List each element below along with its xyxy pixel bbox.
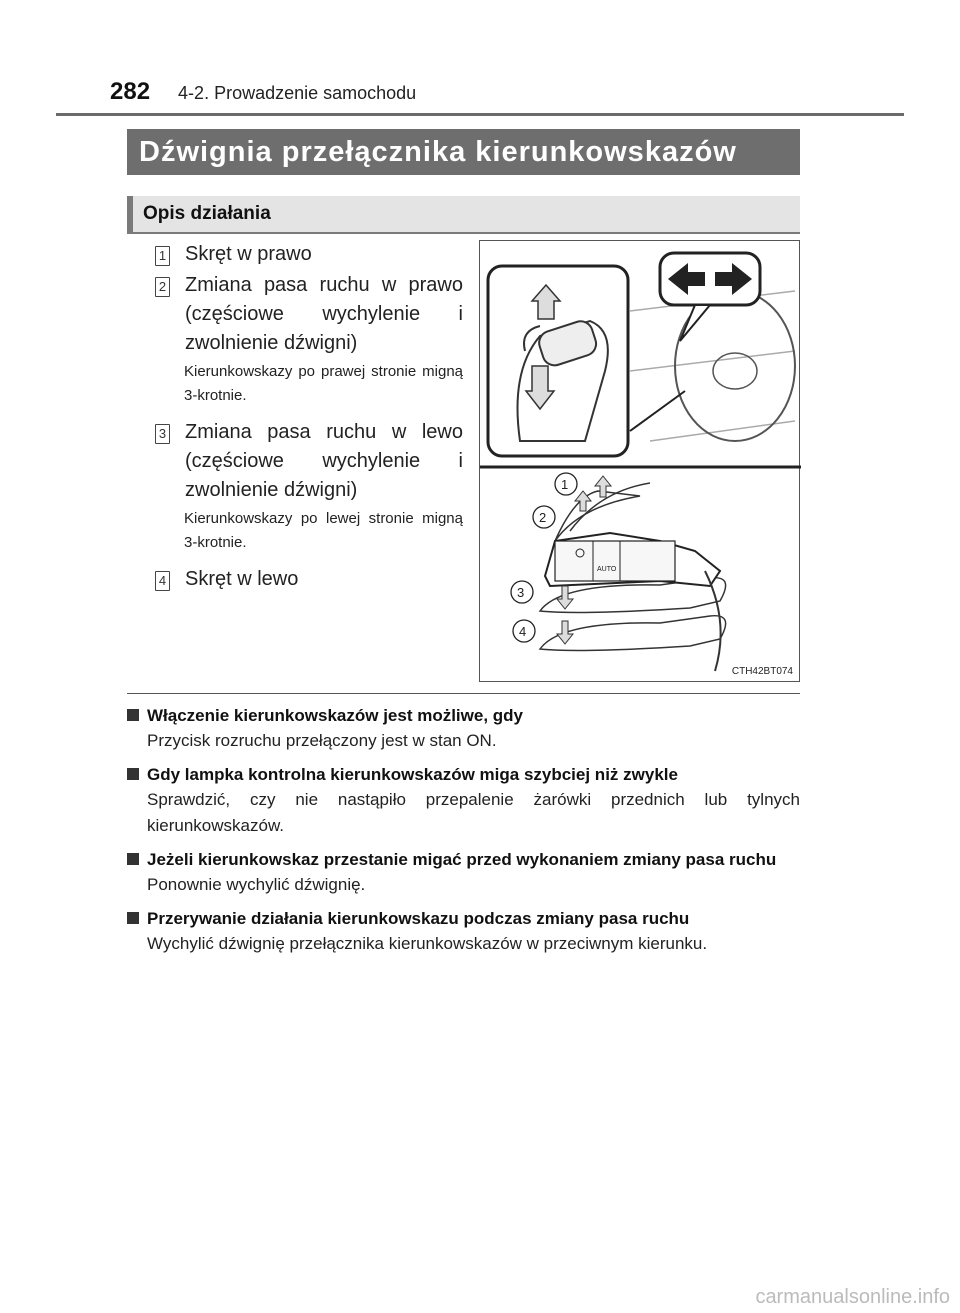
step-text: Zmiana pasa ruchu w prawo (częściowe wychylenie i zwolnienie dźwigni) [185, 274, 463, 354]
notes-list [127, 703, 800, 965]
step-item [155, 240, 463, 269]
square-bullet-icon [127, 709, 139, 721]
section-divider [127, 693, 800, 694]
step-number: 3 [155, 424, 170, 444]
note-item [127, 906, 800, 957]
note-body: Wychylić dźwignię przełącznika kierunkowskazów w przeciwnym kierunku. [147, 934, 708, 953]
callout-4: 4 [519, 624, 527, 639]
lever-label-auto: AUTO [597, 566, 617, 573]
square-bullet-icon [127, 912, 139, 924]
note-item [127, 762, 800, 839]
steps-list [155, 240, 463, 596]
page-number: 282 [110, 78, 151, 105]
step-number: 4 [155, 571, 170, 591]
lever-position-2 [555, 491, 640, 541]
step-text: Skręt w lewo [185, 568, 299, 590]
subtitle-divider [127, 232, 800, 234]
note-heading: Przerywanie działania kierunkowskazu podczas zmiany pasa ruchu [147, 909, 690, 928]
square-bullet-icon [127, 768, 139, 780]
header-divider [56, 113, 904, 116]
step-text: Skręt w prawo [185, 243, 312, 265]
callout-3: 3 [517, 585, 525, 600]
page-header [110, 78, 416, 106]
step-note: Kierunkowskazy po lewej stronie migną 3-krotnie. [184, 510, 463, 551]
section-title: 4-2. Prowadzenie samochodu [178, 83, 417, 103]
subtitle: Opis działania [143, 203, 271, 224]
step-text: Zmiana pasa ruchu w lewo (częściowe wychylenie i zwolnienie dźwigni) [185, 421, 463, 501]
callout-2: 2 [539, 510, 547, 525]
note-body: Sprawdzić, czy nie nastąpiło przepalenie żarówki przednich lub tylnych kierunkowskazów. [147, 790, 800, 835]
callout-1: 1 [561, 477, 569, 492]
note-item [127, 703, 800, 754]
step-number: 1 [155, 246, 170, 266]
watermark: carmanualsonline.info [755, 1286, 950, 1308]
step-number: 2 [155, 277, 170, 297]
subtitle-bar [127, 196, 800, 232]
square-bullet-icon [127, 853, 139, 865]
note-heading: Włączenie kierunkowskazów jest możliwe, gdy [147, 706, 524, 725]
page-title: Dźwignia przełącznika kierunkowskazów [139, 135, 737, 168]
lever-illustration [479, 240, 800, 682]
note-heading: Gdy lampka kontrolna kierunkowskazów miga szybciej niż zwykle [147, 765, 678, 784]
note-body: Ponownie wychylić dźwignię. [147, 875, 366, 894]
illustration-drawing [480, 241, 801, 683]
note-heading: Jeżeli kierunkowskaz przestanie migać przed wykonaniem zmiany pasa ruchu [147, 850, 777, 869]
dashboard-lines [630, 291, 795, 441]
step-item [155, 418, 463, 505]
note-body: Przycisk rozruchu przełączony jest w stan ON. [147, 731, 497, 750]
title-bar [127, 129, 800, 175]
note-item [127, 847, 800, 898]
figure-code: CTH42BT074 [731, 666, 793, 677]
step-item [155, 565, 463, 594]
step-note: Kierunkowskazy po prawej stronie migną 3-krotnie. [184, 363, 463, 404]
step-item [155, 271, 463, 358]
